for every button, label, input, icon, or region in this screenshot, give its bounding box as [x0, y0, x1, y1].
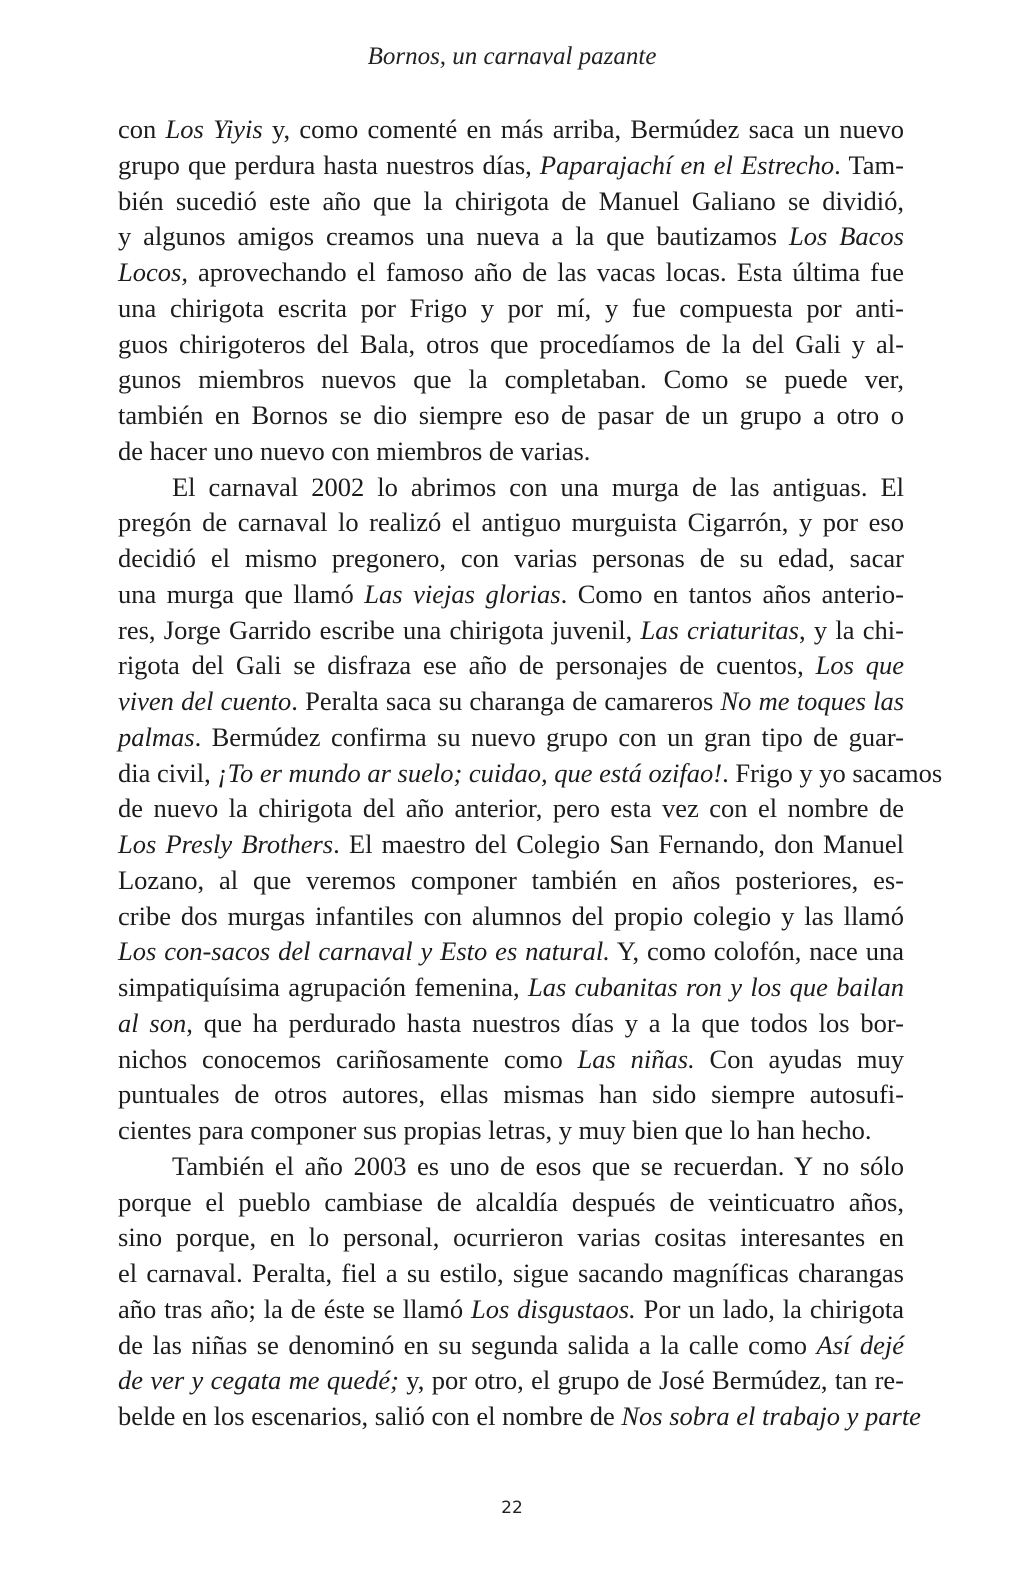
- text-line: [118, 112, 904, 148]
- paragraph: [118, 470, 943, 1149]
- text-run: , que ha perdurado hasta nuestros días y a la que todos los bor-: [186, 1007, 904, 1038]
- text-line: [118, 827, 904, 863]
- text-line: [118, 505, 904, 541]
- text-line: [118, 362, 904, 398]
- text-run: y, como comenté en más arriba, Bermúdez saca un nuevo: [262, 114, 904, 144]
- italic-title: Los Bacos: [789, 221, 904, 252]
- text-run: y algunos amigos creamos una nueva a la que bautizamos: [118, 221, 789, 252]
- text-run: . Frigo y yo sacamos: [722, 757, 943, 788]
- text-run: Con ayudas muy: [694, 1043, 905, 1074]
- text-run: de hacer uno nuevo con miembros de varias.: [118, 435, 591, 466]
- text-run: cribe dos murgas infantiles con alumnos del propio colegio y las llamó: [118, 900, 904, 931]
- text-run: cientes para componer sus propias letras, y muy bien que lo han hecho.: [118, 1115, 872, 1145]
- text-line: [118, 219, 904, 255]
- text-line: [118, 1042, 904, 1078]
- text-run: puntuales de otros autores, ellas mismas han sido siempre autosufi-: [118, 1079, 904, 1110]
- italic-title: viven del cuento: [118, 686, 292, 716]
- text-line: [118, 720, 904, 756]
- text-run: . Como en tantos años anterio-: [560, 578, 904, 609]
- text-line: [118, 970, 904, 1006]
- text-run: dia civil,: [118, 757, 218, 788]
- italic-title: Paparajachí en el Estrecho: [539, 149, 835, 180]
- text-run: una chirigota escrita por Frigo y por mí, y fue compuesta por anti-: [118, 292, 904, 323]
- text-line: [118, 577, 904, 613]
- text-run: y, por otro, el grupo de José Bermúdez, tan re-: [398, 1365, 905, 1396]
- text-run: rigota del Gali se disfraza ese año de personajes de cuentos,: [118, 650, 816, 681]
- italic-title: Así dejé: [816, 1329, 904, 1360]
- text-line: [118, 1256, 904, 1292]
- italic-title: de ver y cegata me quedé;: [118, 1365, 399, 1396]
- paragraph: [118, 1149, 921, 1435]
- text-line: [118, 1077, 904, 1113]
- text-line: [118, 648, 904, 684]
- text-run: simpatiquísima agrupación femenina,: [118, 972, 528, 1002]
- text-run: nichos conocemos cariñosamente como: [118, 1043, 578, 1074]
- text-line: [118, 899, 904, 935]
- text-run: Por un lado, la chirigota: [635, 1293, 905, 1324]
- italic-title: palmas: [118, 721, 195, 752]
- italic-title: al son: [118, 1007, 187, 1038]
- italic-title: Las criaturitas: [640, 614, 799, 645]
- italic-title: Los que: [815, 650, 904, 681]
- text-run: pregón de carnaval lo realizó el antiguo murguista Cigarrón, y por eso: [118, 507, 904, 538]
- text-run: También el año 2003 es uno de esos que se recuerdan. Y no sólo: [172, 1150, 904, 1181]
- text-run: belde en los escenarios, salió con el nombre de: [118, 1401, 622, 1431]
- text-line: [118, 934, 904, 970]
- italic-title: Los Presly Brothers: [118, 829, 334, 859]
- text-line: [118, 1363, 904, 1399]
- text-line: [118, 1113, 904, 1149]
- text-run: res, Jorge Garrido escribe una chirigota juvenil,: [118, 614, 641, 645]
- text-run: Lozano, al que veremos componer también en años posteriores, es-: [118, 864, 904, 895]
- text-line: [118, 684, 904, 720]
- text-run: porque el pueblo cambiase de alcaldía después de veinticuatro años,: [118, 1186, 904, 1217]
- text-run: sino porque, en lo personal, ocurrieron varias cositas interesantes en: [118, 1222, 904, 1253]
- text-run: . El maestro del Colegio San Fernando, don Manuel: [333, 829, 904, 859]
- text-run: decidió el mismo pregonero, con varias personas de su edad, sacar: [118, 543, 904, 573]
- text-line: [118, 541, 904, 577]
- text-run: guos chirigoteros del Bala, otros que procedíamos de la del Gali y al-: [118, 328, 904, 359]
- italic-title: Las viejas glorias: [364, 578, 561, 609]
- text-run: también en Bornos se dio siempre eso de pasar de un grupo a otro o: [118, 400, 904, 430]
- text-run: bién sucedió este año que la chirigota de Manuel Galiano se dividió,: [118, 185, 904, 216]
- text-run: el carnaval. Peralta, fiel a su estilo, sigue sacando magníficas charangas: [118, 1258, 904, 1288]
- text-run: gunos miembros nuevos que la completaban. Como se puede ver,: [118, 364, 904, 395]
- text-run: , y la chi-: [798, 614, 904, 645]
- text-line: [118, 291, 904, 327]
- italic-title: Los con-sacos del carnaval y Esto es natural.: [118, 936, 610, 967]
- text-line: [118, 470, 904, 506]
- text-line: [118, 613, 904, 649]
- italic-title: Nos sobra el trabajo y parte: [621, 1401, 921, 1431]
- text-line: [118, 327, 904, 363]
- text-line: [118, 1149, 904, 1185]
- text-run: de las niñas se denominó en su segunda salida a la calle como: [118, 1329, 817, 1360]
- text-run: . Peralta saca su charanga de camareros: [291, 686, 721, 716]
- text-line: [118, 184, 904, 220]
- italic-title: ¡To er mundo ar suelo; cuidao, que está ozifao!: [217, 757, 723, 788]
- italic-title: Las niñas.: [577, 1043, 695, 1074]
- text-line: [118, 1006, 904, 1042]
- page-number: 22: [501, 1498, 523, 1518]
- italic-title: Los Yiyis: [165, 114, 263, 144]
- text-line: [118, 148, 904, 184]
- text-run: El carnaval 2002 lo abrimos con una murga de las antiguas. El: [172, 471, 904, 502]
- text-run: de nuevo la chirigota del año anterior, pero esta vez con el nombre de: [118, 793, 904, 824]
- italic-title: No me toques las: [720, 686, 905, 716]
- text-line: [118, 255, 904, 291]
- text-run: aprovechando el famoso año de las vacas locas. Esta última fue: [187, 257, 904, 287]
- text-run: Y, como colofón, nace una: [609, 936, 904, 967]
- text-run: año tras año; la de éste se llamó: [118, 1293, 471, 1324]
- text-line: [118, 863, 904, 899]
- italic-title: Las cubanitas ron y los que bailan: [527, 972, 905, 1002]
- paragraph: [118, 112, 904, 470]
- text-line: [118, 1328, 904, 1364]
- text-line: [118, 1399, 921, 1435]
- text-line: [118, 398, 904, 434]
- text-line: [118, 791, 904, 827]
- text-run: . Bermúdez confirma su nuevo grupo con un gran tipo de guar-: [194, 721, 904, 752]
- text-line: [118, 1292, 904, 1328]
- text-line: [118, 1185, 904, 1221]
- text-line: [118, 756, 943, 792]
- italic-title: Locos,: [118, 257, 188, 287]
- text-line: [118, 1220, 904, 1256]
- italic-title: Los disgustaos.: [470, 1293, 636, 1324]
- text-line: [118, 434, 904, 470]
- body-text: [118, 112, 943, 1435]
- text-run: una murga que llamó: [118, 578, 365, 609]
- text-run: . Tam-: [834, 149, 904, 180]
- text-run: con: [118, 114, 166, 144]
- text-run: grupo que perdura hasta nuestros días,: [118, 149, 540, 180]
- running-head: Bornos, un carnaval pazante: [367, 43, 657, 70]
